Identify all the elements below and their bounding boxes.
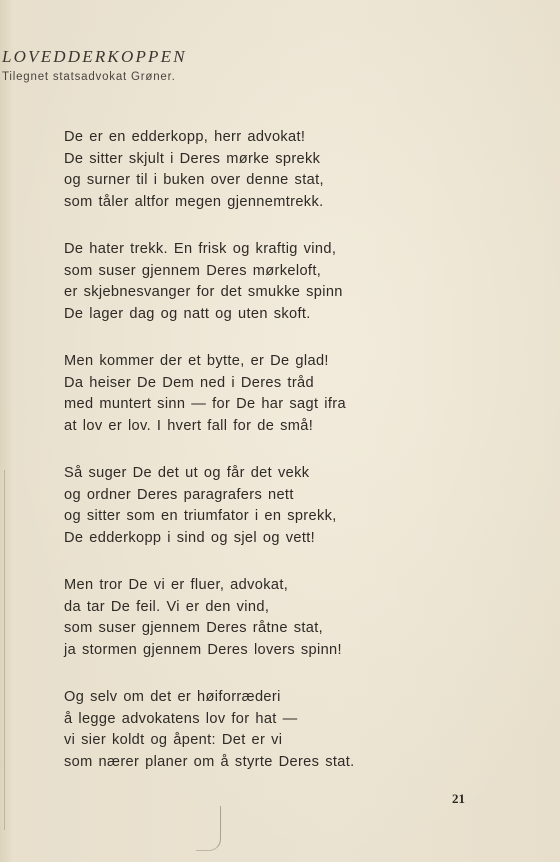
poem-body xyxy=(64,127,534,799)
poem-line: er skjebnesvanger for det smukke spinn xyxy=(64,284,343,300)
poem-line: som suser gjennem Deres mørkeloft, xyxy=(64,262,322,279)
poem-line: Men tror De vi er fluer, advokat, xyxy=(64,577,289,593)
poem-line: De er en edderkopp, herr advokat! xyxy=(64,129,306,145)
poem-dedication: Tilegnet statsadvokat Grøner. xyxy=(2,71,176,83)
stanza-2 xyxy=(64,239,534,325)
poem-title: LOVEDDERKOPPEN xyxy=(2,47,187,66)
page-edge-line xyxy=(4,470,5,830)
poem-line: De edderkopp i sind og sjel og vett! xyxy=(64,529,316,546)
stanza-5 xyxy=(64,575,534,661)
poem-line: og ordner Deres paragrafers nett xyxy=(64,486,294,503)
poem-line: at lov er lov. I hvert fall for de små! xyxy=(64,417,314,434)
poem-line: som nærer planer om å styrte Deres stat. xyxy=(64,753,355,770)
poem-line: da tar De feil. Vi er den vind, xyxy=(64,598,270,615)
poem-line: som suser gjennem Deres råtne stat, xyxy=(64,620,324,636)
stanza-1 xyxy=(64,127,534,213)
poem-line: Så suger De det ut og får det vekk xyxy=(64,465,310,481)
stanza-3 xyxy=(64,351,534,437)
stanza-6 xyxy=(64,687,534,773)
paper-mark xyxy=(196,806,221,851)
poem-line: Og selv om det er høiforræderi xyxy=(64,689,281,705)
poem-line: De sitter skjult i Deres mørke sprekk xyxy=(64,150,321,167)
stanza-4 xyxy=(64,463,534,549)
page-number: 21 xyxy=(452,791,465,806)
poem-line: og surner til i buken over denne stat, xyxy=(64,172,324,188)
poem-line: og sitter som en triumfator i en sprekk, xyxy=(64,508,337,524)
poem-line: De hater trekk. En frisk og kraftig vind, xyxy=(64,241,337,257)
poem-line: med muntert sinn — for De har sagt ifra xyxy=(64,396,346,412)
poem-line: å legge advokatens lov for hat — xyxy=(64,710,298,727)
poem-line: vi sier koldt og åpent: Det er vi xyxy=(64,732,283,748)
poem-line: som tåler altfor megen gjennemtrekk. xyxy=(64,193,324,210)
poem-line: Da heiser De Dem ned i Deres tråd xyxy=(64,374,314,391)
poem-line: Men kommer der et bytte, er De glad! xyxy=(64,353,329,369)
poem-line: ja stormen gjennem Deres lovers spinn! xyxy=(64,641,342,658)
poem-line: De lager dag og natt og uten skoft. xyxy=(64,305,311,322)
